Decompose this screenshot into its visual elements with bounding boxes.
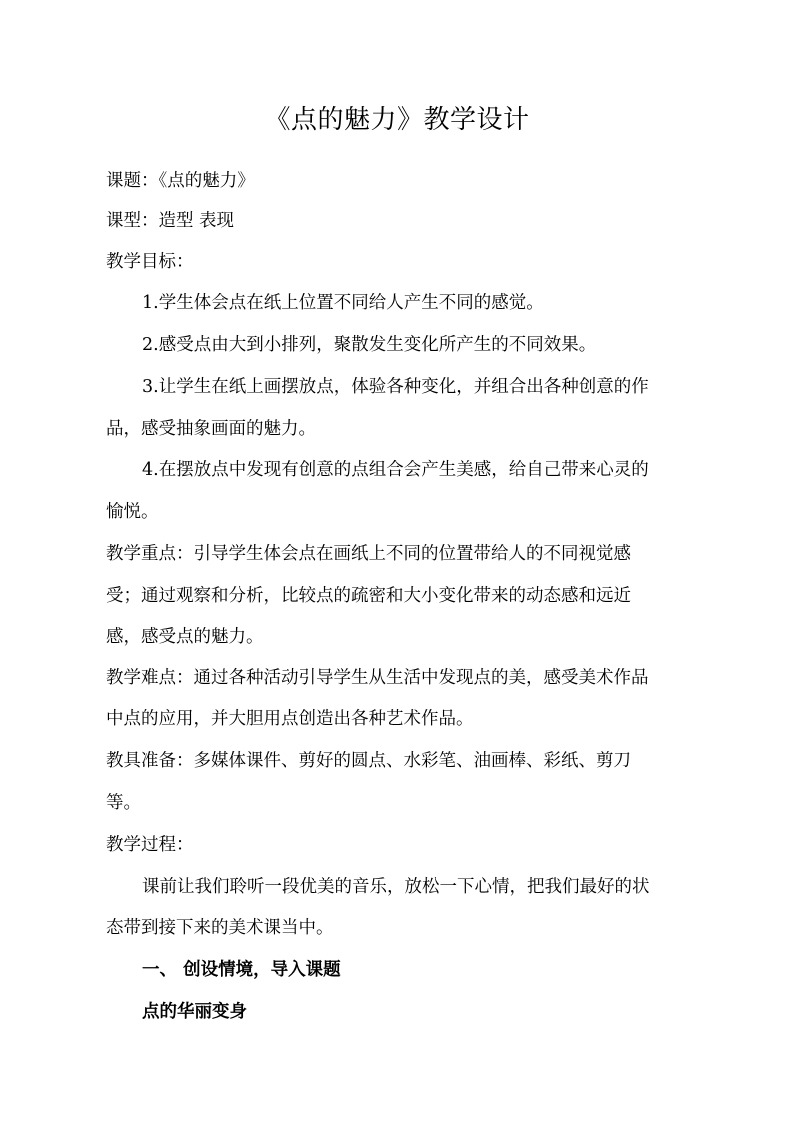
objectives-heading: 教学目标： xyxy=(106,252,194,272)
key-points: 教学重点：引导学生体会点在画纸上不同的位置带给人的不同视觉感 xyxy=(106,544,631,564)
process-heading: 教学过程： xyxy=(106,835,194,855)
objective-4-cont: 愉悦。 xyxy=(106,502,159,522)
subsection-heading: 点的华丽变身 xyxy=(142,1002,247,1022)
section-1-heading: 一、 创设情境，导入课题 xyxy=(142,960,341,980)
teaching-aids: 教具准备：多媒体课件、剪好的圆点、水彩笔、油画棒、彩纸、剪刀 xyxy=(106,751,631,771)
difficult-points-cont: 中点的应用，并大胆用点创造出各种艺术作品。 xyxy=(106,709,474,729)
teaching-aids-cont: 等。 xyxy=(106,793,141,813)
objective-4: 4.在摆放点中发现有创意的点组合会产生美感，给自己带来心灵的 xyxy=(142,460,649,480)
objective-3-cont: 品，感受抽象画面的魅力。 xyxy=(106,419,316,439)
lesson-type: 课型：造型 表现 xyxy=(106,211,235,231)
difficult-points: 教学难点：通过各种活动引导学生从生活中发现点的美，感受美术作品 xyxy=(106,668,649,688)
process-intro-cont: 态带到接下来的美术课当中。 xyxy=(106,918,334,938)
key-points-cont-2: 感，感受点的魅力。 xyxy=(106,627,264,647)
process-intro: 课前让我们聆听一段优美的音乐，放松一下心情，把我们最好的状 xyxy=(142,877,650,897)
objective-2: 2.感受点由大到小排列，聚散发生变化所产生的不同效果。 xyxy=(142,335,597,355)
document-title: 《点的魅力》教学设计 xyxy=(264,105,530,135)
objective-3: 3.让学生在纸上画摆放点，体验各种变化，并组合出各种创意的作 xyxy=(142,377,649,397)
key-points-cont-1: 受；通过观察和分析，比较点的疏密和大小变化带来的动态感和远近 xyxy=(106,586,631,606)
lesson-topic: 课题：《点的魅力》 xyxy=(106,171,255,191)
objective-1: 1.学生体会点在纸上位置不同给人产生不同的感觉。 xyxy=(142,293,544,313)
